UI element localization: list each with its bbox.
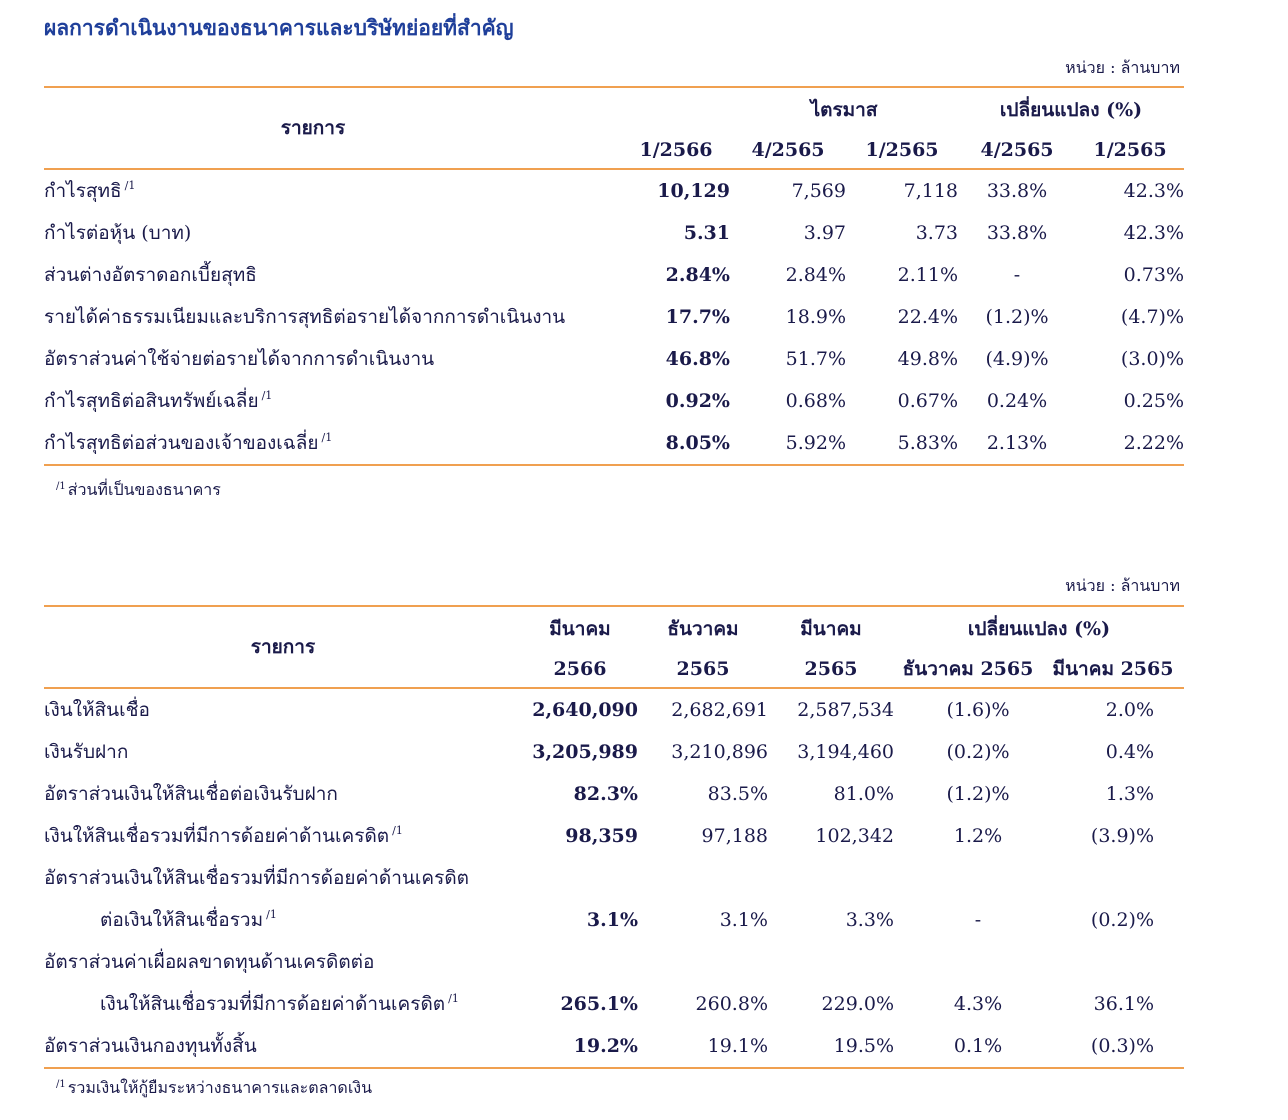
cell-value: 97,188 — [701, 825, 768, 847]
cell-value: 98,359 — [565, 825, 638, 847]
table-row — [44, 688, 1184, 731]
table-row — [44, 983, 1184, 1025]
table-row — [44, 815, 1184, 857]
row-label — [44, 688, 522, 731]
row-label-text: อัตราส่วนเงินกองทุนทั้งสิ้น — [44, 1035, 257, 1057]
cell-value — [768, 857, 894, 899]
row-label — [44, 1025, 522, 1068]
note-mark: /1 — [266, 908, 277, 921]
footnote-1 — [56, 478, 221, 503]
column-header: 1/2565 — [1076, 132, 1184, 169]
cell-value: 7,118 — [903, 180, 959, 202]
cell-value: 10,129 — [657, 180, 730, 202]
year-header: 2565 — [638, 651, 768, 688]
cell-value: 0.24% — [986, 390, 1048, 412]
cell-value: 19.5% — [768, 1025, 894, 1068]
row-label — [44, 338, 622, 380]
row-label-text: อัตราส่วนเงินให้สินเชื่อรวมที่มีการด้อยค่าด้านเครดิต — [44, 867, 469, 889]
cell-value: 19.1% — [638, 1025, 768, 1068]
year-header: 2565 — [768, 651, 894, 688]
cell-value: 33.8% — [986, 222, 1048, 244]
cell-value: 42.3% — [1123, 222, 1185, 244]
cell-value: 3.1% — [586, 909, 638, 931]
cell-value: - — [1013, 264, 1021, 286]
cell-value: (4.9)% — [985, 348, 1049, 370]
note-mark: /1 — [124, 179, 136, 192]
cell-value: 2.22% — [1076, 422, 1184, 465]
page-title: ผลการดำเนินงานของธนาคารและบริษัทย่อยที่สำคัญ — [44, 16, 514, 40]
cell-value: 5.92% — [730, 422, 846, 465]
cell-value: 3,194,460 — [797, 741, 894, 763]
cell-value — [1042, 941, 1184, 983]
column-header: 1/2566 — [622, 132, 730, 169]
row-label-text: กำไรต่อหุ้น (บาท) — [44, 222, 192, 244]
cell-value: 265.1% — [560, 993, 638, 1015]
row-label-text: ส่วนต่างอัตราดอกเบี้ยสุทธิ — [44, 264, 257, 286]
cell-value: (1.2)% — [985, 306, 1049, 328]
table-row — [44, 296, 1184, 338]
cell-value: 2.13% — [958, 422, 1076, 465]
cell-value: - — [974, 909, 982, 931]
month-header: ธันวาคม — [638, 606, 768, 651]
table-row — [44, 169, 1184, 212]
cell-value — [768, 941, 894, 983]
cell-value: 0.1% — [894, 1025, 1042, 1068]
change-column-header: มีนาคม 2565 — [1042, 651, 1184, 688]
cell-value: 0.73% — [1123, 264, 1185, 286]
cell-value: 7,569 — [791, 180, 846, 202]
cell-value: 260.8% — [695, 993, 768, 1015]
cell-value: 33.8% — [986, 180, 1048, 202]
cell-value: 5.31 — [683, 222, 730, 244]
table-row — [44, 338, 1184, 380]
cell-value — [894, 941, 1042, 983]
cell-value: 19.2% — [522, 1025, 638, 1068]
row-label-text: กำไรสุทธิต่อส่วนของเจ้าของเฉลี่ย — [44, 432, 319, 454]
table-row — [44, 212, 1184, 254]
cell-value: 51.7% — [785, 348, 846, 370]
footnote-mark: /1 — [56, 481, 66, 492]
cell-value: (3.0)% — [1120, 348, 1185, 370]
cell-value: 2,682,691 — [671, 699, 768, 721]
row-label — [44, 857, 522, 899]
row-label — [44, 380, 622, 422]
note-mark: /1 — [448, 992, 459, 1005]
table-row — [44, 773, 1184, 815]
note-mark: /1 — [392, 824, 403, 837]
cell-value — [522, 857, 638, 899]
cell-value: 0.68% — [785, 390, 846, 412]
cell-value: 2.84% — [665, 264, 730, 286]
cell-value: 3,205,989 — [532, 741, 638, 763]
cell-value: (0.2)% — [946, 741, 1010, 763]
table-row — [44, 380, 1184, 422]
cell-value: 102,342 — [815, 825, 894, 847]
cell-value: 0.25% — [1123, 390, 1185, 412]
row-label — [44, 773, 522, 815]
cell-value: (0.2)% — [1090, 909, 1155, 931]
table-row — [44, 857, 1184, 899]
cell-value: 5.83% — [846, 422, 958, 465]
footnote-2 — [56, 1076, 372, 1101]
cell-value: (0.3)% — [1042, 1025, 1184, 1068]
row-label — [44, 212, 622, 254]
cell-value: 49.8% — [897, 348, 959, 370]
cell-value: 2,640,090 — [532, 699, 638, 721]
row-label — [44, 731, 522, 773]
footnote-mark: /1 — [56, 1079, 66, 1090]
row-label — [44, 422, 622, 465]
column-header: 4/2565 — [958, 132, 1076, 169]
cell-value: 1.2% — [953, 825, 1003, 847]
cell-value: 0.67% — [897, 390, 959, 412]
cell-value: 2,587,534 — [797, 699, 894, 721]
row-label-text: กำไรสุทธิต่อสินทรัพย์เฉลี่ย — [44, 390, 259, 412]
cell-value: 83.5% — [707, 783, 768, 805]
quarter-group-header: ไตรมาส — [730, 87, 958, 132]
cell-value — [894, 857, 1042, 899]
row-label — [44, 296, 622, 338]
cell-value: 2.11% — [897, 264, 959, 286]
footnote-text: รวมเงินให้กู้ยืมระหว่างธนาคารและตลาดเงิน — [67, 1078, 373, 1097]
row-label-text: เงินให้สินเชื่อรวมที่มีการด้อยค่าด้านเครดิต — [44, 825, 390, 847]
change-group-header: เปลี่ยนแปลง (%) — [894, 606, 1184, 651]
year-header: 2566 — [522, 651, 638, 688]
cell-value: 2.0% — [1105, 699, 1155, 721]
row-label-text: กำไรสุทธิ — [44, 180, 122, 202]
table-row — [44, 254, 1184, 296]
row-label — [44, 899, 522, 941]
row-label — [44, 983, 522, 1025]
row-label-text: เงินให้สินเชื่อรวมที่มีการด้อยค่าด้านเครดิต — [100, 993, 446, 1015]
cell-value: (4.7)% — [1120, 306, 1185, 328]
cell-value: 3,210,896 — [671, 741, 768, 763]
performance-table — [44, 86, 1184, 466]
change-group-header: เปลี่ยนแปลง (%) — [958, 87, 1184, 132]
cell-value: (1.6)% — [946, 699, 1010, 721]
cell-value: 1.3% — [1105, 783, 1155, 805]
cell-value: 3.97 — [803, 222, 846, 244]
column-header: 4/2565 — [730, 132, 846, 169]
cell-value: 3.73 — [915, 222, 959, 244]
cell-value: 0.4% — [1105, 741, 1155, 763]
cell-value: 42.3% — [1123, 180, 1185, 202]
row-label — [44, 815, 522, 857]
footnote-text: ส่วนที่เป็นของธนาคาร — [67, 480, 221, 499]
cell-value: 4.3% — [953, 993, 1003, 1015]
row-label-text: เงินให้สินเชื่อ — [44, 699, 150, 721]
row-label — [44, 169, 622, 212]
row-label-text: เงินรับฝาก — [44, 741, 129, 763]
row-label — [44, 254, 622, 296]
note-mark: /1 — [321, 431, 333, 444]
row-label-text: อัตราส่วนค่าเผื่อผลขาดทุนด้านเครดิตต่อ — [44, 951, 375, 973]
cell-value: 2.84% — [785, 264, 846, 286]
column-header: 1/2565 — [846, 132, 958, 169]
row-label-text: ต่อเงินให้สินเชื่อรวม — [100, 909, 264, 931]
note-mark: /1 — [261, 389, 273, 402]
table-row — [44, 1025, 1184, 1068]
cell-value: 46.8% — [665, 348, 730, 370]
table-row — [44, 941, 1184, 983]
cell-value — [1042, 857, 1184, 899]
cell-value: 17.7% — [665, 306, 730, 328]
cell-value — [638, 941, 768, 983]
item-header: รายการ — [44, 606, 522, 688]
row-label-text: อัตราส่วนเงินให้สินเชื่อต่อเงินรับฝาก — [44, 783, 338, 805]
cell-value: 0.92% — [665, 390, 730, 412]
month-header: มีนาคม — [522, 606, 638, 651]
row-label — [44, 941, 522, 983]
balance-table — [44, 605, 1184, 1069]
cell-value: 22.4% — [897, 306, 959, 328]
cell-value: 82.3% — [573, 783, 638, 805]
table-row — [44, 731, 1184, 773]
cell-value: 3.3% — [845, 909, 894, 931]
unit-label-2: หน่วย : ล้านบาท — [1065, 576, 1180, 595]
cell-value: 229.0% — [821, 993, 894, 1015]
item-header: รายการ — [44, 87, 622, 169]
row-label-text: รายได้ค่าธรรมเนียมและบริการสุทธิต่อรายได้จากการดำเนินงาน — [44, 306, 566, 328]
cell-value: (3.9)% — [1090, 825, 1155, 847]
table-row — [44, 899, 1184, 941]
cell-value: 8.05% — [622, 422, 730, 465]
cell-value — [638, 857, 768, 899]
cell-value: 18.9% — [785, 306, 846, 328]
cell-value: 3.1% — [719, 909, 768, 931]
cell-value: (1.2)% — [946, 783, 1010, 805]
month-header: มีนาคม — [768, 606, 894, 651]
cell-value: 81.0% — [833, 783, 894, 805]
cell-value — [522, 941, 638, 983]
row-label-text: อัตราส่วนค่าใช้จ่ายต่อรายได้จากการดำเนินงาน — [44, 348, 435, 370]
change-column-header: ธันวาคม 2565 — [894, 651, 1042, 688]
cell-value: 36.1% — [1093, 993, 1155, 1015]
unit-label-1: หน่วย : ล้านบาท — [1065, 58, 1180, 77]
table-row — [44, 422, 1184, 465]
